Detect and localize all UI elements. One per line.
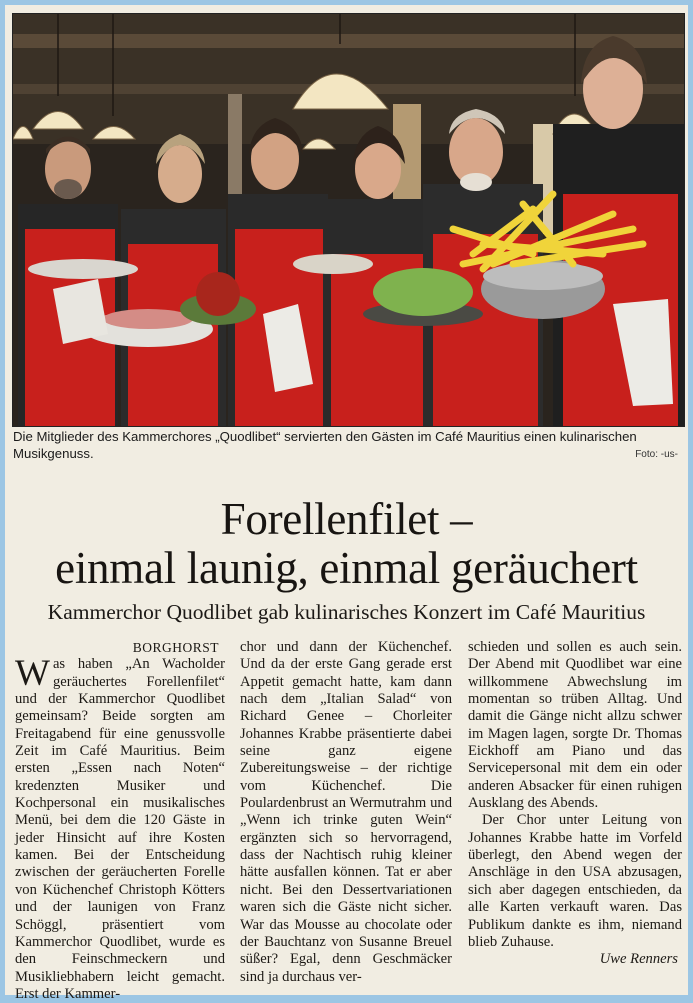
- column-2-text: chor und dann der Küchenchef. Und da der erste Gang gerade erst Appetit gemacht hatte, kam dann nach dem „Italian Salad“ von Richard Genee – Chorleiter Johannes Krabbe präsentierte dabei seine ganz eigene Zubereitungsweise – der richtige vom Küchenchef. Die Poulardenbrust an Wermutrahm und „Wenn ich trinke guten Wein“ ergänzten sich so hervorragend, dass der Nachtisch ruhig kleiner hätte ausfallen können. Tat er aber nicht. Bei den Dessertvariationen waren sich die Gäste nicht sicher. War das Mousse au chocolate oder der Bauchtanz von Susanne Breuel süßer? Egal, denn Geschmäcker sind ja durchaus ver-: [240, 639, 452, 985]
- headline-line-2: einmal launig, einmal geräuchert: [55, 543, 638, 593]
- column-3-paragraph-2: Der Chor unter Leitung von Johannes Krabbe hatte im Vorfeld überlegt, den Abend wegen der Anschläge in den USA abzusagen, sich aber dagegen entschieden, da alle Karten verkauft waren. Das Publikum dankte es ihm, niemand blieb Zuhause.: [468, 812, 682, 950]
- photo-caption: Die Mitglieder des Kammerchores „Quodlibet“ servierten den Gästen im Café Mauritius einen kulinarischen Musikgenuss.: [13, 429, 637, 461]
- photo-credit: Foto: -us-: [635, 449, 678, 460]
- newspaper-clipping: [5, 5, 688, 1002]
- article-column-3: [468, 639, 682, 969]
- photo-illustration: [13, 14, 684, 426]
- article-paragraph: [15, 653, 225, 1003]
- headline-line-1: Forellenfilet –: [220, 494, 473, 544]
- article-photo: [12, 13, 685, 427]
- article-column-2: [240, 639, 452, 986]
- subheadline: Kammerchor Quodlibet gab kulinarisches Konzert im Café Mauritius: [47, 600, 646, 624]
- article-column-1: [15, 639, 225, 1003]
- author-byline: Uwe Renners: [599, 951, 678, 968]
- column-1-text: as haben „An Wacholder geräuchertes Forellenfilet“ und der Kammerchor Quodlibet gemeinsam? Beide sorgten am Freitagabend für eine genussvolle Zeit im Café Mauritius. Beim ersten „Essen nach Noten“ kredenzten Musiker und Kochpersonal ein musikalisches Menü, bei dem die 120 Gäste in jeder Hinsicht auf ihre Kosten kamen. Bei der Entscheidung zwischen der geräucherten Forelle von Küchenchef Christoph Kötters und der launigen von Franz Schöggl, präsentiert vom Kammerchor Quodlibet, wurde es den Feinschmeckern und Musikliebhabern leicht gemacht. Erst der Kammer-: [15, 656, 225, 1002]
- dateline: BORGHORST: [132, 640, 219, 655]
- column-3-paragraph-1: schieden und sollen es auch sein. Der Abend mit Quodlibet war eine willkommene Abwechslung im momentan so trüben Alltag. Und damit die Gänge nicht allzu schwer im Magen lagen, sorgte Dr. Thomas Eickhoff am Piano und das Servicepersonal mit dem ein oder anderen Absacker für einen ruhigen Ausklang des Abends.: [468, 639, 682, 812]
- drop-cap: W: [15, 653, 50, 695]
